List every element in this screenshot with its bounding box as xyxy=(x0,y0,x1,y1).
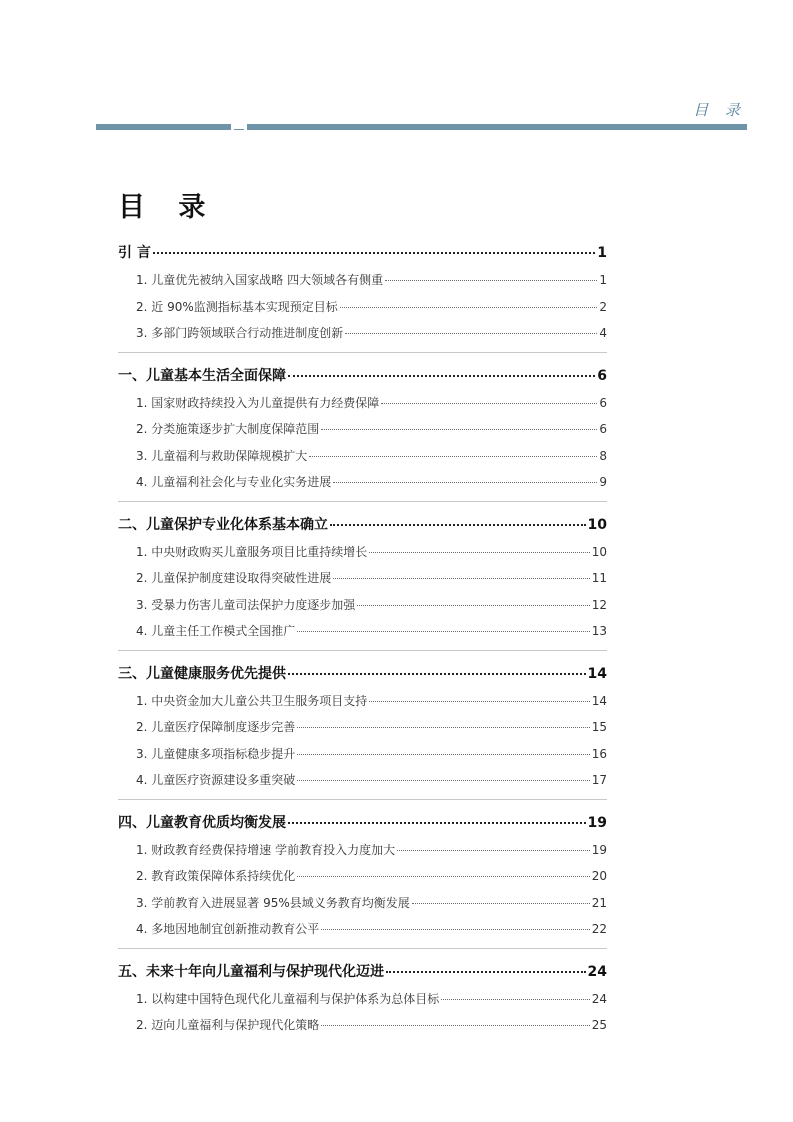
header-rule xyxy=(96,124,747,130)
toc-entry-page-number: 8 xyxy=(599,448,607,463)
dot-leader xyxy=(330,524,586,526)
toc-entry-page-number: 9 xyxy=(599,475,607,489)
toc-section xyxy=(118,362,607,502)
page-title: 目 录 xyxy=(118,192,218,223)
dot-leader xyxy=(333,578,589,579)
toc-heading[interactable] xyxy=(118,511,607,539)
toc-entry[interactable] xyxy=(118,1012,607,1039)
toc-entry-title: 1. 中央财政购买儿童服务项目比重持续增长 xyxy=(136,544,368,559)
toc-entry-page-number: 4 xyxy=(599,326,607,340)
toc-entry[interactable] xyxy=(118,618,607,645)
toc-entry-title: 2. 儿童医疗保障制度逐步完善 xyxy=(136,720,296,734)
toc-entry[interactable] xyxy=(118,390,607,417)
toc-entry[interactable] xyxy=(118,714,607,741)
toc-entry-title: 4. 儿童福利社会化与专业化实务进展 xyxy=(136,475,332,489)
dot-leader xyxy=(412,903,590,904)
toc-entry[interactable] xyxy=(118,469,607,496)
dot-leader xyxy=(397,850,590,851)
dot-leader xyxy=(288,822,586,824)
toc-heading[interactable] xyxy=(118,809,607,837)
toc-heading-page-number: 19 xyxy=(587,814,607,831)
toc-section xyxy=(118,958,607,1044)
toc-entry-page-number: 11 xyxy=(591,571,607,585)
toc-entry-page-number: 17 xyxy=(591,773,607,787)
toc-entry[interactable] xyxy=(118,416,607,443)
toc-entry[interactable] xyxy=(118,688,607,715)
toc-entry-title: 4. 儿童主任工作模式全国推广 xyxy=(136,624,296,638)
dot-leader xyxy=(369,701,589,702)
toc-entry[interactable] xyxy=(118,443,607,470)
toc-entry[interactable] xyxy=(118,539,607,566)
toc-section xyxy=(118,809,607,949)
dot-leader xyxy=(309,456,597,457)
toc-entry-page-number: 10 xyxy=(591,544,607,559)
toc-entry[interactable] xyxy=(118,565,607,592)
toc-entry-page-number: 12 xyxy=(591,597,607,612)
dot-leader xyxy=(288,673,586,675)
toc-entry[interactable] xyxy=(118,320,607,347)
dot-leader xyxy=(386,971,586,973)
toc-entry-title: 3. 多部门跨领域联合行动推进制度创新 xyxy=(136,326,344,340)
toc-entry[interactable] xyxy=(118,837,607,864)
toc-entry-page-number: 6 xyxy=(599,395,607,410)
toc-heading-title: 引 言 xyxy=(118,245,151,261)
dot-leader xyxy=(321,929,589,930)
toc-entry-title: 3. 儿童健康多项指标稳步提升 xyxy=(136,746,296,761)
toc-entry-page-number: 22 xyxy=(591,922,607,936)
toc-entry[interactable] xyxy=(118,294,607,321)
toc-entry-title: 3. 儿童福利与救助保障规模扩大 xyxy=(136,448,308,463)
dot-leader xyxy=(385,280,597,281)
toc-entry-title: 1. 儿童优先被纳入国家战略 四大领域各有侧重 xyxy=(136,273,384,287)
dot-leader xyxy=(321,429,597,430)
toc-entry-title: 1. 财政教育经费保持增速 学前教育投入力度加大 xyxy=(136,842,396,857)
toc-heading-page-number: 6 xyxy=(597,367,607,384)
toc-entry[interactable] xyxy=(118,863,607,890)
toc-entry-title: 2. 近 90%监测指标基本实现预定目标 xyxy=(136,299,338,314)
toc-entry[interactable] xyxy=(118,267,607,294)
dot-leader xyxy=(297,780,589,781)
toc-entry[interactable] xyxy=(118,890,607,917)
toc-entry-title: 3. 学前教育入进展显著 95%县域义务教育均衡发展 xyxy=(136,895,410,910)
toc-entry-title: 1. 国家财政持续投入为儿童提供有力经费保障 xyxy=(136,395,380,410)
toc-entry-title: 1. 以构建中国特色现代化儿童福利与保护体系为总体目标 xyxy=(136,991,440,1006)
dot-leader xyxy=(321,1025,589,1026)
toc-entry-title: 4. 儿童医疗资源建设多重突破 xyxy=(136,773,296,787)
toc-entry-title: 2. 迈向儿童福利与保护现代化策略 xyxy=(136,1018,320,1032)
toc-entry-title: 1. 中央资金加大儿童公共卫生服务项目支持 xyxy=(136,693,368,708)
toc-heading-title: 一、儿童基本生活全面保障 xyxy=(118,367,286,384)
table-of-contents xyxy=(118,239,607,1044)
running-header-label: 目 录 xyxy=(693,101,746,119)
dot-leader xyxy=(441,999,589,1000)
toc-heading[interactable] xyxy=(118,239,607,267)
dot-leader xyxy=(381,403,597,404)
toc-entry-page-number: 13 xyxy=(591,624,607,638)
toc-entry-page-number: 21 xyxy=(591,895,607,910)
toc-entry-page-number: 16 xyxy=(591,746,607,761)
toc-heading-page-number: 1 xyxy=(597,245,607,261)
toc-entry-page-number: 25 xyxy=(591,1018,607,1032)
toc-section xyxy=(118,660,607,800)
dot-leader xyxy=(297,727,589,728)
toc-entry-page-number: 2 xyxy=(599,299,607,314)
toc-entry[interactable] xyxy=(118,741,607,768)
toc-heading-page-number: 24 xyxy=(587,963,607,980)
dot-leader xyxy=(297,631,589,632)
toc-entry-page-number: 19 xyxy=(591,842,607,857)
toc-entry[interactable] xyxy=(118,767,607,794)
dot-leader xyxy=(297,754,589,755)
toc-heading-page-number: 10 xyxy=(587,516,607,533)
toc-entry-page-number: 15 xyxy=(591,720,607,734)
toc-entry-page-number: 24 xyxy=(591,991,607,1006)
dot-leader xyxy=(345,333,597,334)
toc-entry-page-number: 20 xyxy=(591,869,607,883)
toc-entry-page-number: 6 xyxy=(599,422,607,436)
toc-entry[interactable] xyxy=(118,986,607,1013)
toc-entry-title: 2. 分类施策逐步扩大制度保障范围 xyxy=(136,422,320,436)
toc-entry-title: 3. 受暴力伤害儿童司法保护力度逐步加强 xyxy=(136,597,356,612)
toc-heading-title: 五、未来十年向儿童福利与保护现代化迈进 xyxy=(118,963,384,980)
toc-heading[interactable] xyxy=(118,958,607,986)
toc-heading-page-number: 14 xyxy=(587,665,607,682)
toc-heading-title: 四、儿童教育优质均衡发展 xyxy=(118,814,286,831)
toc-entry-page-number: 14 xyxy=(591,693,607,708)
dot-leader xyxy=(357,605,589,606)
toc-section xyxy=(118,239,607,353)
dot-leader xyxy=(297,876,589,877)
dot-leader xyxy=(340,307,598,308)
toc-entry-title: 4. 多地因地制宜创新推动教育公平 xyxy=(136,922,320,936)
header-rule-tick xyxy=(234,129,244,130)
dot-leader xyxy=(333,482,597,483)
toc-entry-title: 2. 儿童保护制度建设取得突破性进展 xyxy=(136,571,332,585)
dot-leader xyxy=(153,252,595,254)
toc-entry[interactable] xyxy=(118,592,607,619)
toc-heading-title: 二、儿童保护专业化体系基本确立 xyxy=(118,516,328,533)
toc-heading-title: 三、儿童健康服务优先提供 xyxy=(118,665,286,682)
toc-heading[interactable] xyxy=(118,660,607,688)
dot-leader xyxy=(288,375,595,377)
toc-entry[interactable] xyxy=(118,916,607,943)
toc-section xyxy=(118,511,607,651)
toc-heading[interactable] xyxy=(118,362,607,390)
toc-entry-page-number: 1 xyxy=(599,273,607,287)
dot-leader xyxy=(369,552,589,553)
toc-entry-title: 2. 教育政策保障体系持续优化 xyxy=(136,869,296,883)
